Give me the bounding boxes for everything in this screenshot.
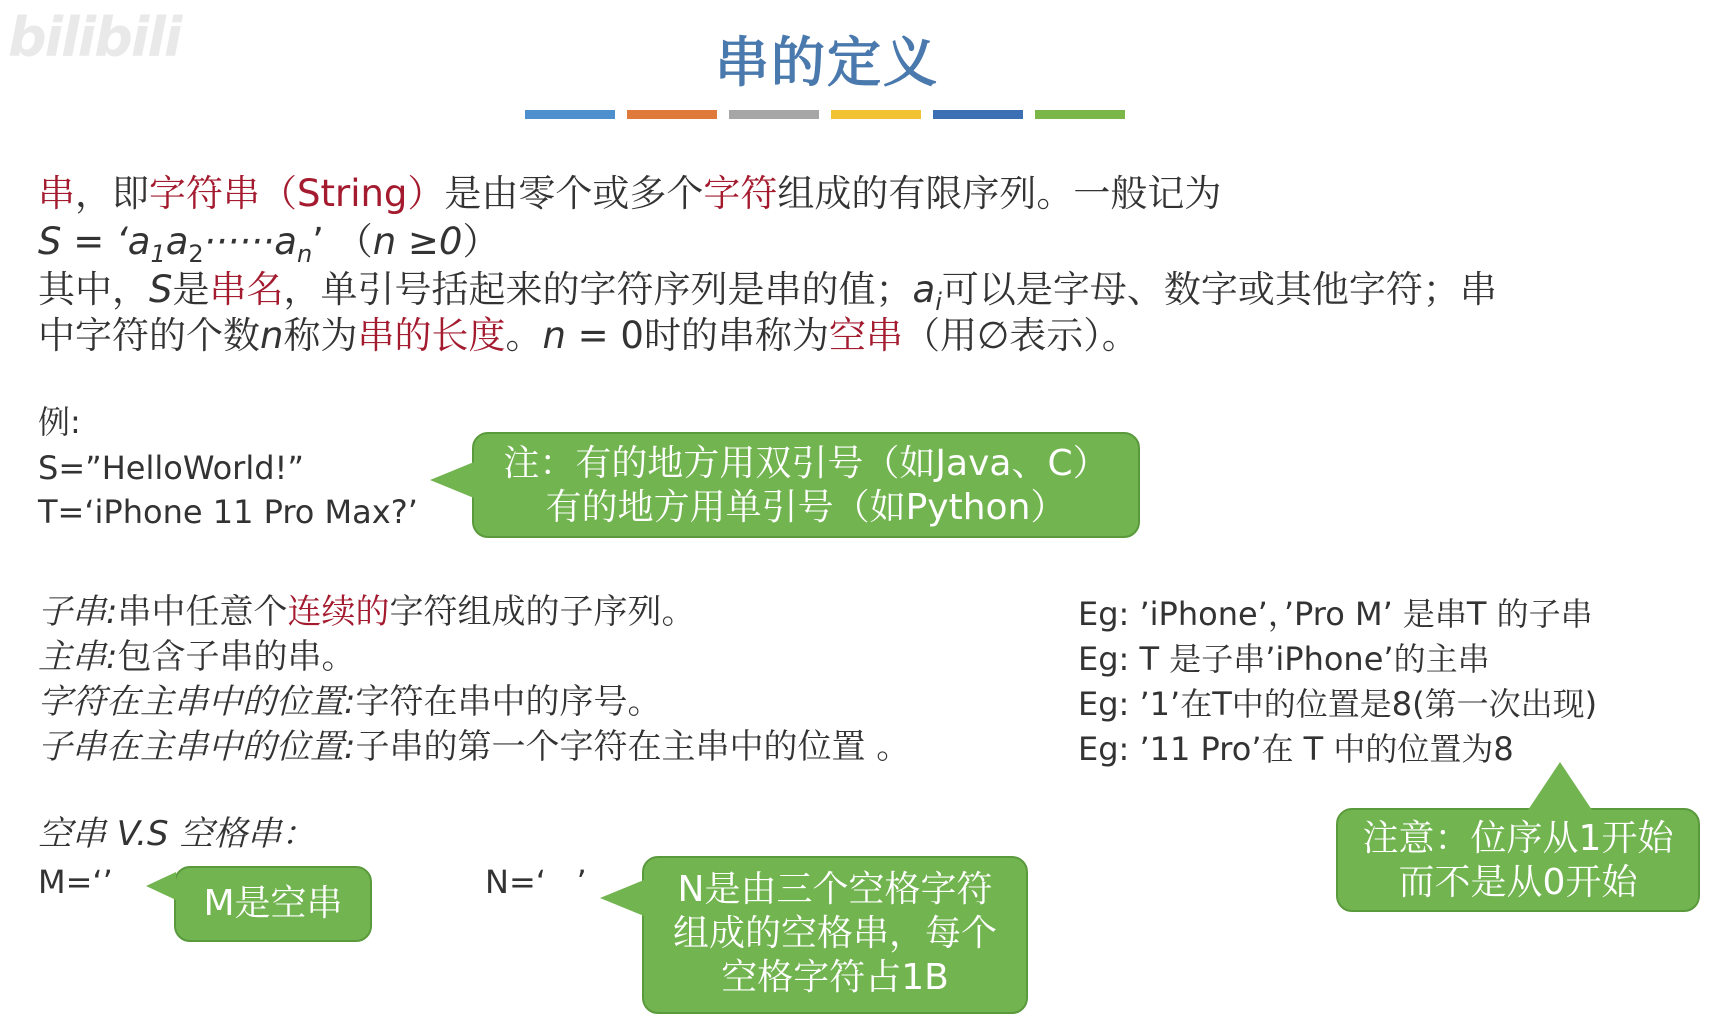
formula-dots: ······a bbox=[203, 220, 297, 263]
term-chuan: 串 bbox=[38, 172, 75, 215]
text: = 0时的串称为 bbox=[565, 314, 829, 357]
callout-tail bbox=[600, 880, 644, 916]
callout-tail bbox=[1528, 762, 1592, 810]
definition-desc: 字符在串中的序号。 bbox=[355, 682, 662, 722]
text: 是 bbox=[172, 268, 210, 311]
note-line: 空格字符占1B bbox=[721, 957, 949, 998]
definition-highlight: 连续的 bbox=[287, 592, 390, 632]
note-line: 而不是从0开始 bbox=[1398, 862, 1638, 903]
formula-line bbox=[38, 218, 499, 266]
example-t: T=‘iPhone 11 Pro Max?’ bbox=[38, 493, 418, 531]
callout-tail bbox=[146, 872, 176, 900]
example-label: 例: bbox=[38, 403, 81, 441]
term-string: 字符串（String） bbox=[149, 172, 445, 215]
sub-i: i bbox=[935, 288, 942, 316]
term-char: 字符 bbox=[703, 172, 778, 215]
callout-tail bbox=[430, 462, 474, 498]
n-line: N=‘ ’ bbox=[485, 863, 587, 901]
intro-line-3 bbox=[38, 266, 1497, 314]
text: ，单引号括起来的字符序列是串的值； bbox=[283, 268, 913, 311]
definition-substring bbox=[38, 590, 695, 635]
note-line: 注意：位序从1开始 bbox=[1362, 818, 1674, 859]
note-line: M是空串 bbox=[203, 883, 343, 924]
example-s: S=”HelloWorld!” bbox=[38, 449, 304, 487]
definition-term: 主串: bbox=[38, 637, 118, 677]
note-position-callout bbox=[1336, 808, 1700, 912]
accent-bar bbox=[831, 110, 921, 119]
n-callout bbox=[642, 856, 1028, 1014]
definition-substring-position bbox=[38, 725, 910, 770]
definition-desc: 子串的第一个字符在主串中的位置 。 bbox=[355, 727, 911, 767]
text: 组成的有限序列。一般记为 bbox=[777, 172, 1222, 215]
m-callout bbox=[174, 866, 372, 942]
text: 中字符的个数 bbox=[38, 314, 260, 357]
definition-char-position bbox=[38, 680, 661, 725]
var-a: a bbox=[912, 268, 936, 311]
accent-bar bbox=[627, 110, 717, 119]
text: 。 bbox=[505, 314, 543, 357]
formula-mid: a bbox=[165, 220, 189, 263]
eg-line: Eg: ’1’在T中的位置是8(第一次出现) bbox=[1078, 685, 1598, 723]
accent-bar bbox=[933, 110, 1023, 119]
sub-1: 1 bbox=[150, 240, 166, 268]
definition-desc: 串中任意个 bbox=[117, 592, 288, 632]
intro-line-4 bbox=[38, 312, 1139, 360]
definition-term: 字符在主串中的位置: bbox=[38, 682, 356, 722]
page-title: 串的定义 bbox=[715, 31, 939, 94]
term-length: 串的长度 bbox=[357, 314, 506, 357]
text: 是由零个或多个 bbox=[444, 172, 704, 215]
note-line: N是由三个空格字符 bbox=[677, 869, 993, 910]
formula-lhs: S = ‘a bbox=[38, 220, 151, 263]
text: 称为 bbox=[283, 314, 358, 357]
note-line: 注：有的地方用双引号（如Java、C） bbox=[503, 443, 1109, 484]
empty-vs-space-heading: 空串 V.S 空格串： bbox=[38, 814, 316, 854]
definition-main-string bbox=[38, 635, 355, 680]
eg-line: Eg: ’iPhone’，’Pro M’ 是串T 的子串 bbox=[1078, 595, 1593, 633]
term-name: 串名 bbox=[209, 268, 284, 311]
accent-bar bbox=[729, 110, 819, 119]
formula-close: ） bbox=[462, 220, 500, 263]
note-line: 有的地方用单引号（如Python） bbox=[545, 487, 1067, 528]
sub-2: 2 bbox=[188, 240, 204, 268]
var-s: S bbox=[149, 268, 173, 311]
sub-n: n bbox=[296, 240, 313, 268]
term-empty: 空串 bbox=[828, 314, 903, 357]
bilibili-watermark: bilibili bbox=[8, 6, 181, 69]
formula-rhs: ’ （ bbox=[312, 220, 373, 263]
text: 可以是字母、数字或其他字符；串 bbox=[941, 268, 1497, 311]
definition-desc: 包含子串的串。 bbox=[117, 637, 356, 677]
var-n: n bbox=[260, 314, 284, 357]
eg-line: Eg: T 是子串’iPhone’的主串 bbox=[1078, 640, 1490, 678]
var-n: n bbox=[542, 314, 566, 357]
accent-bar bbox=[1035, 110, 1125, 119]
text: ，即 bbox=[75, 172, 149, 215]
note-line: 组成的空格串，每个 bbox=[672, 913, 997, 954]
accent-bar bbox=[525, 110, 615, 119]
m-line: M=‘’ bbox=[38, 863, 113, 901]
text: （用∅表示）。 bbox=[902, 314, 1139, 357]
definition-term: 子串在主串中的位置: bbox=[38, 727, 356, 767]
definition-term: 子串: bbox=[38, 592, 118, 632]
accent-bar-strip bbox=[525, 110, 1125, 119]
intro-line-1 bbox=[38, 170, 1221, 218]
text: 其中， bbox=[38, 268, 149, 311]
definition-desc: 字符组成的子序列。 bbox=[389, 592, 696, 632]
note-quotes-callout bbox=[472, 432, 1140, 538]
formula-cond: n ≥0 bbox=[372, 220, 463, 263]
eg-line: Eg: ’11 Pro’在 T 中的位置为8 bbox=[1078, 730, 1514, 768]
